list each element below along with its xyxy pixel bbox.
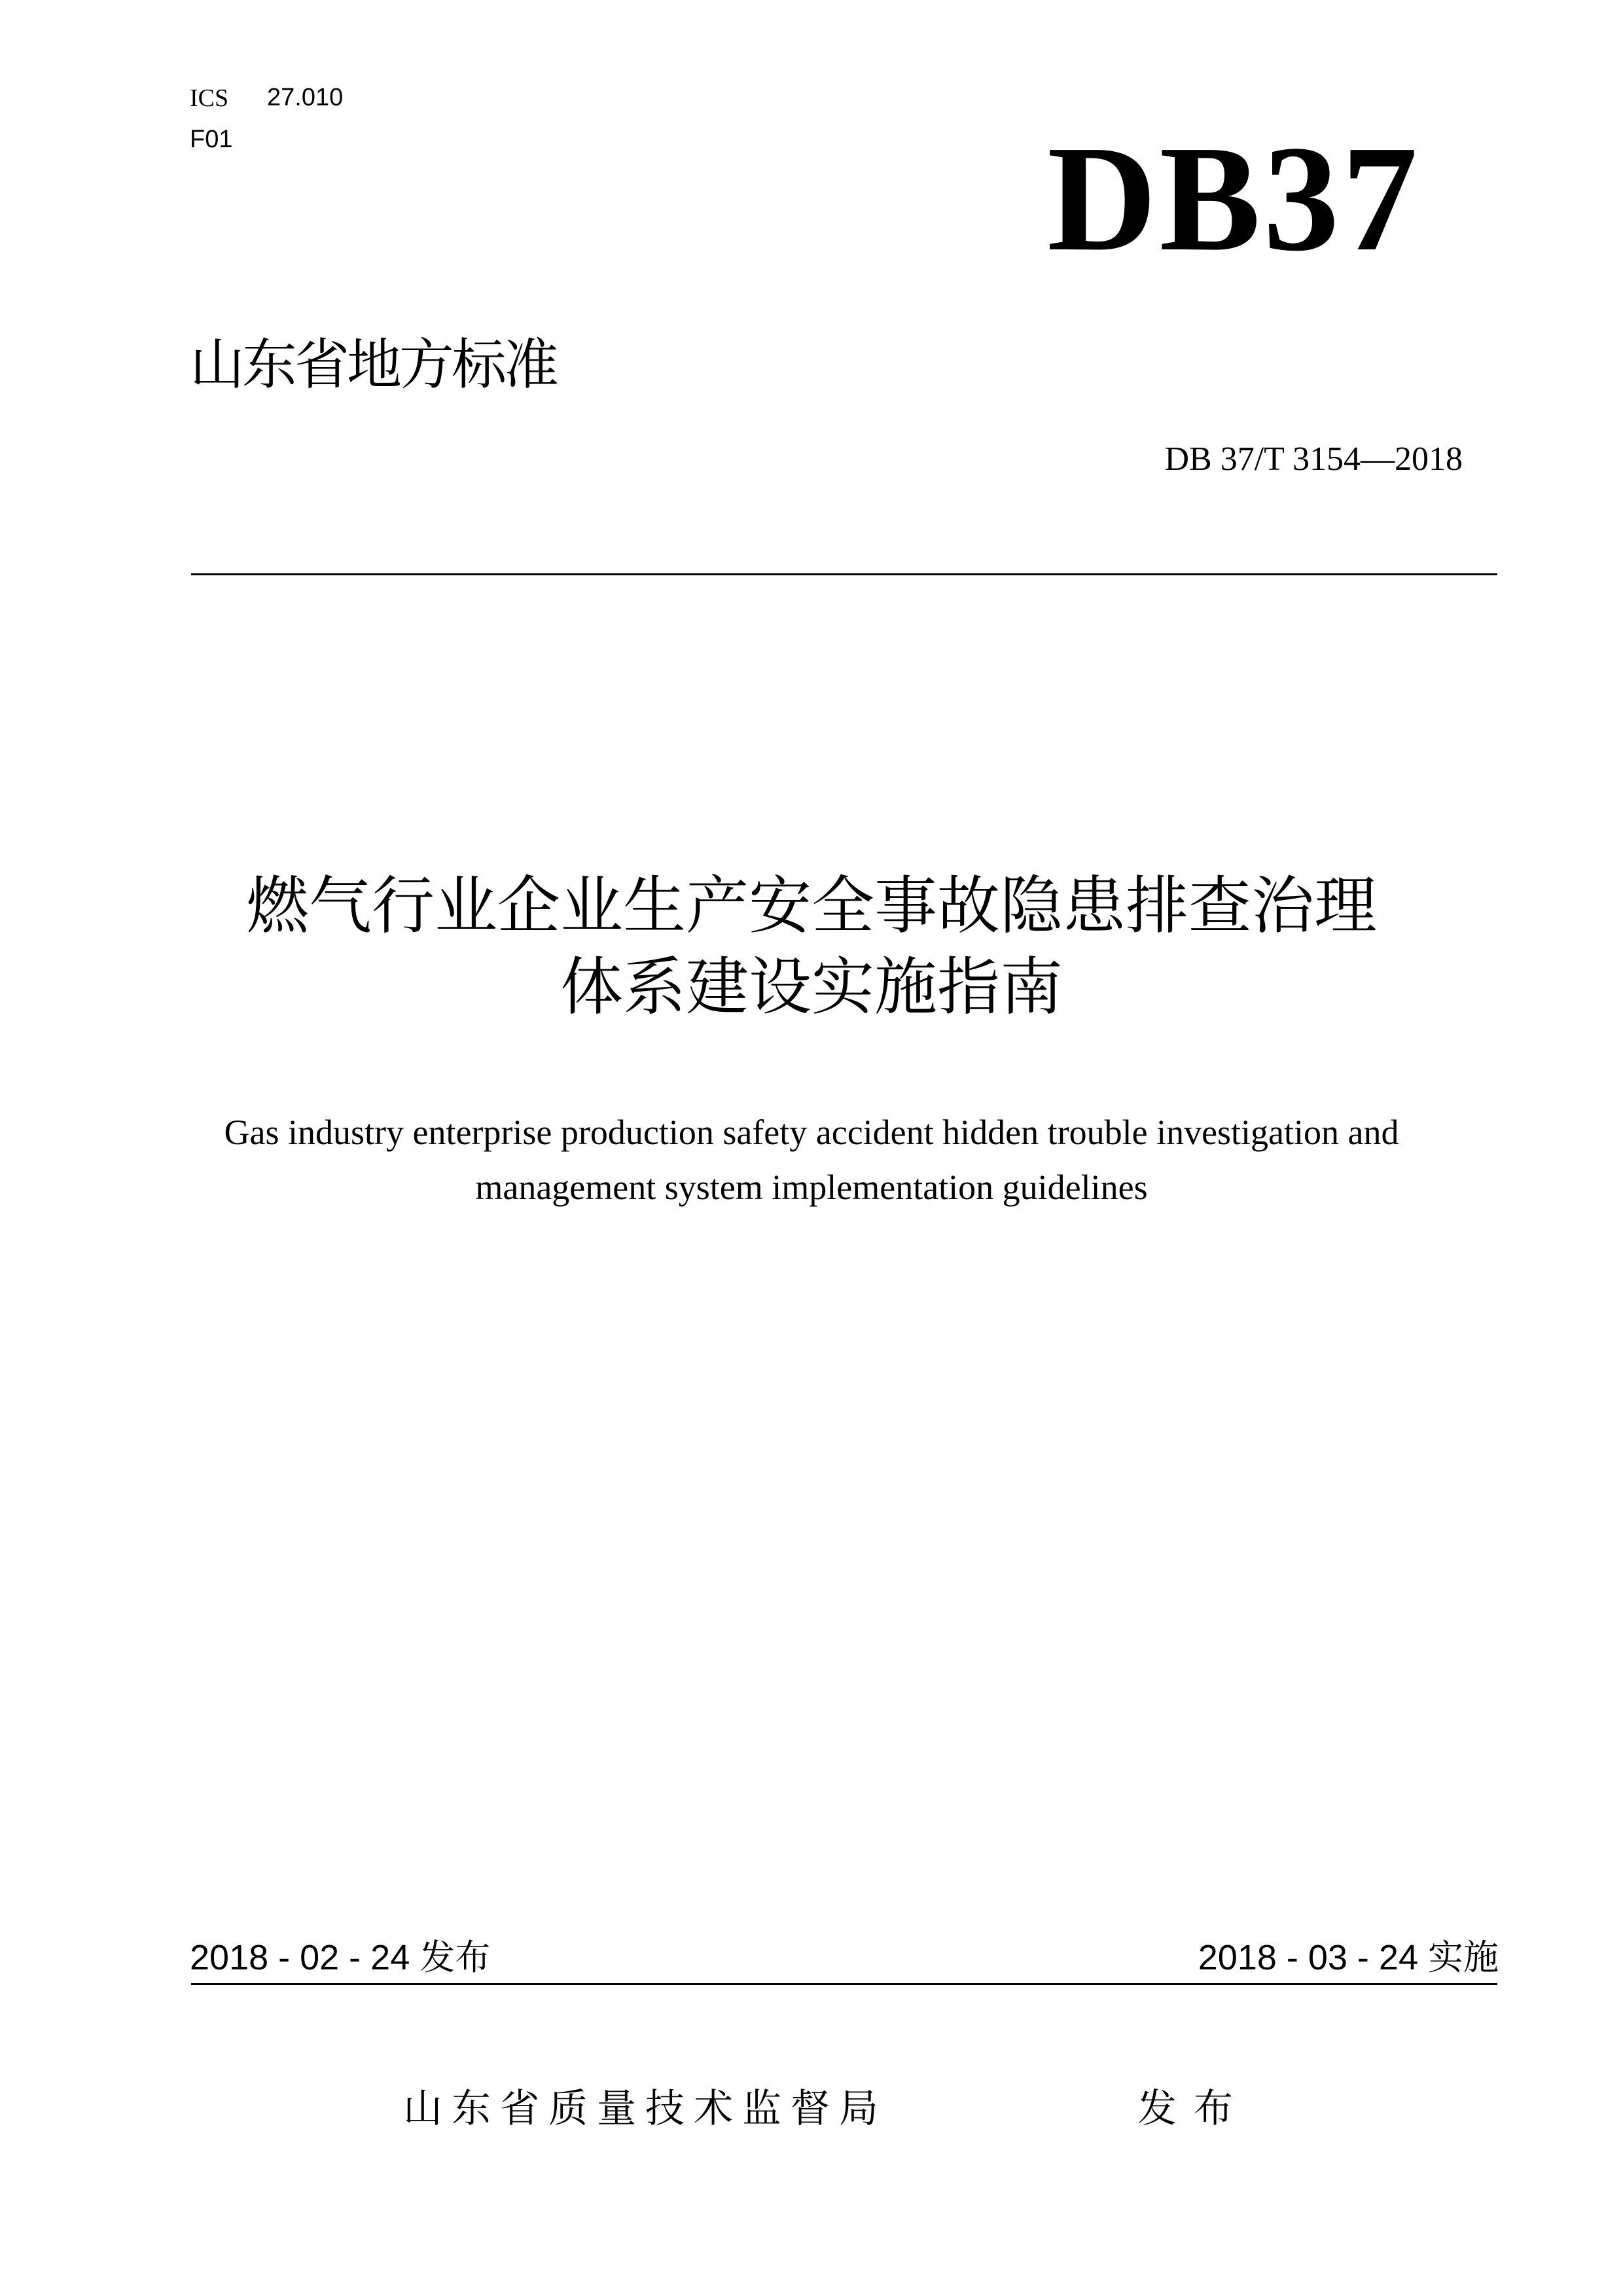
english-title-line-2: management system implementation guidelines bbox=[475, 1168, 1148, 1207]
chinese-title bbox=[131, 865, 1492, 1028]
standard-number: DB 37/T 3154—2018 bbox=[1164, 440, 1463, 478]
standard-type: 山东省地方标准 bbox=[190, 332, 557, 397]
issue-date: 2018 - 02 - 24 发布 bbox=[190, 1938, 491, 1977]
chinese-title-line-1: 燃气行业企业生产安全事故隐患排查治理 bbox=[246, 869, 1377, 942]
ics-code: 27.010 bbox=[267, 84, 344, 111]
implementation-date: 2018 - 03 - 24 实施 bbox=[1198, 1938, 1499, 1977]
english-title bbox=[131, 1105, 1492, 1215]
chinese-title-line-2: 体系建设实施指南 bbox=[560, 950, 1063, 1024]
db37-logo: DB37 bbox=[1047, 115, 1421, 283]
classification-code: F01 bbox=[190, 126, 233, 153]
ics-label: ICS bbox=[190, 84, 229, 112]
issue-action: 发布 bbox=[1137, 2086, 1250, 2132]
issuing-authority: 山东省质量技术监督局 bbox=[403, 2086, 887, 2132]
top-divider bbox=[191, 573, 1497, 575]
bottom-divider bbox=[191, 1983, 1497, 1985]
english-title-line-1: Gas industry enterprise production safety accident hidden trouble investigation and bbox=[224, 1113, 1399, 1152]
